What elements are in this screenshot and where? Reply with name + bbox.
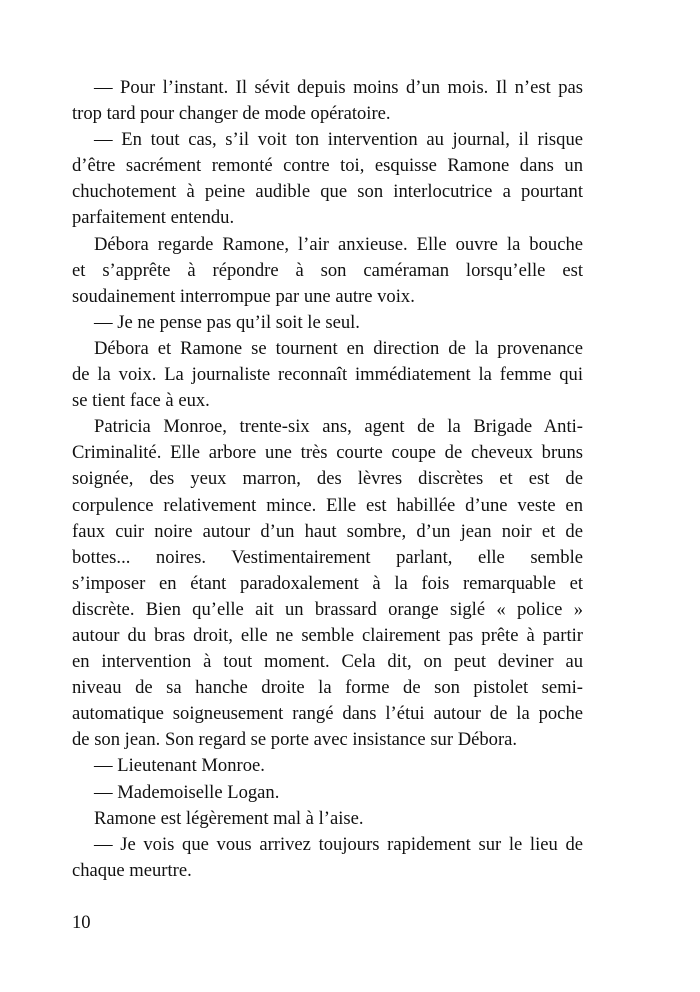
text-line: de la voix. La journaliste reconnaît immédiatement la femme qui <box>72 364 583 386</box>
text-line: soudainement interrompue par une autre voix. <box>72 285 415 307</box>
text-line: corpulence relativement mince. Elle est habillée d’une veste en <box>72 494 583 516</box>
text-line: et s’apprête à répondre à son caméraman lorsqu’elle est <box>72 259 583 281</box>
text-line: Ramone est légèrement mal à l’aise. <box>94 807 364 829</box>
page-number: 10 <box>72 912 91 933</box>
paragraph <box>72 127 583 231</box>
text-line: parfaitement entendu. <box>72 207 235 229</box>
text-line: — Je vois que vous arrivez toujours rapidement sur le lieu de <box>94 833 583 855</box>
text-line: — Lieutenant Monroe. <box>94 755 265 777</box>
paragraph <box>72 414 583 753</box>
paragraph <box>72 75 583 127</box>
text-line: discrète. Bien qu’elle ait un brassard orange siglé « police » <box>72 598 583 620</box>
text-line: soignée, des yeux marron, des lèvres discrètes et est de <box>72 468 583 490</box>
paragraph <box>72 310 583 336</box>
paragraph <box>72 753 583 779</box>
text-line: Patricia Monroe, trente-six ans, agent de la Brigade Anti- <box>94 416 583 438</box>
text-line: — Mademoiselle Logan. <box>94 781 280 803</box>
body-text <box>72 75 583 884</box>
text-line: autour du bras droit, elle ne semble clairement pas prête à partir <box>72 624 583 646</box>
text-line: — Je ne pense pas qu’il soit le seul. <box>94 311 360 333</box>
text-line: bottes... noires. Vestimentairement parlant, elle semble <box>72 546 583 568</box>
text-line: Débora regarde Ramone, l’air anxieuse. Elle ouvre la bouche <box>94 233 583 255</box>
paragraph <box>72 780 583 806</box>
text-line: de son jean. Son regard se porte avec insistance sur Débora. <box>72 729 518 751</box>
text-line: se tient face à eux. <box>72 390 210 412</box>
text-line: en intervention à tout moment. Cela dit, on peut deviner au <box>72 651 583 673</box>
text-line: niveau de sa hanche droite la forme de son pistolet semi- <box>72 677 583 699</box>
text-line: Débora et Ramone se tournent en direction de la provenance <box>94 337 583 359</box>
text-line: trop tard pour changer de mode opératoire. <box>72 103 391 125</box>
paragraph <box>72 806 583 832</box>
text-line: — En tout cas, s’il voit ton intervention au journal, il risque <box>94 129 583 151</box>
paragraph <box>72 336 583 414</box>
text-line: s’imposer en étant paradoxalement à la fois remarquable et <box>72 572 583 594</box>
text-line: Criminalité. Elle arbore une très courte coupe de cheveux bruns <box>72 442 583 464</box>
paragraph <box>72 832 583 884</box>
text-line: — Pour l’instant. Il sévit depuis moins d’un mois. Il n’est pas <box>94 77 583 98</box>
text-line: chuchotement à peine audible que son interlocutrice a pourtant <box>72 181 583 203</box>
text-line: automatique soigneusement rangé dans l’étui autour de la poche <box>72 703 583 725</box>
paragraph <box>72 232 583 310</box>
text-line: faux cuir noire autour d’un haut sombre, d’un jean noir et de <box>72 520 583 542</box>
text-line: chaque meurtre. <box>72 859 192 881</box>
text-line: d’être sacrément remonté contre toi, esquisse Ramone dans un <box>72 155 583 177</box>
